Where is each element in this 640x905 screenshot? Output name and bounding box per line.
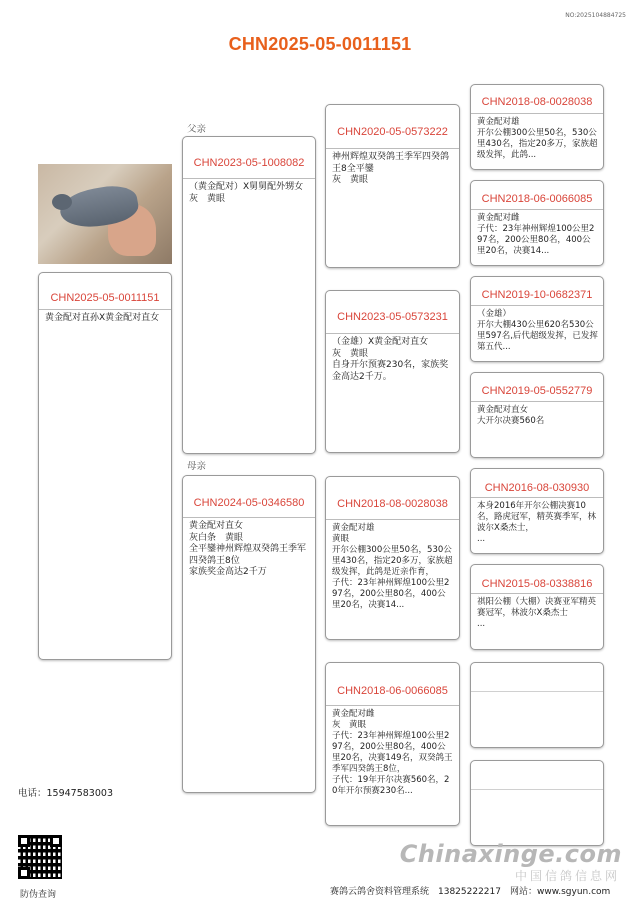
dds-ring-number	[471, 663, 603, 692]
qr-finder-top-left	[18, 835, 30, 847]
dds-info	[471, 692, 603, 695]
dsd-ring-number: CHN2015-08-0338816	[471, 565, 603, 594]
dam-sire-ring-number: CHN2018-08-0028038	[326, 477, 459, 520]
page-title: CHN2025-05-0011151	[228, 34, 412, 54]
mother-label: 母亲	[187, 461, 207, 472]
dsd-info: 祺阳公棚（大棚）决赛亚军精英赛冠军，林波尔X桑杰士 ...	[477, 597, 597, 629]
qr-finder-bottom-left	[18, 867, 30, 879]
sdd-card[interactable]	[470, 372, 604, 458]
sire-dam-card[interactable]	[325, 290, 460, 453]
phone-number: 电话：15947583003	[18, 788, 113, 799]
sds-info: （金雄） 开尔大棚430公里620名530公里597名,后代超级发挥，已发挥第五代...	[477, 309, 598, 352]
ssd-card[interactable]	[470, 180, 604, 266]
sire-sire-card[interactable]	[325, 104, 460, 268]
dam-ring-number: CHN2024-05-0346580	[183, 476, 315, 518]
dam-dam-card[interactable]	[325, 662, 460, 826]
dsd-card[interactable]	[470, 564, 604, 650]
footer-info: 赛鸽云鸽舍资料管理系统 13825222217 网站：www.sgyun.com	[330, 887, 611, 897]
ddd-card[interactable]	[470, 760, 604, 846]
ssd-info: 黄金配对雌 子代：23年神州辉煌100公里297名，200公里80名，400公里20名，决赛14...	[477, 213, 595, 256]
ddd-info	[471, 790, 603, 793]
dss-info: 本身2016年开尔公棚决赛10名，路虎冠军，精英赛季军，林波尔X桑杰士， ...	[477, 501, 597, 544]
dam-sire-card[interactable]	[325, 476, 460, 640]
sire-dam-ring-number: CHN2023-05-0573231	[326, 291, 459, 334]
dam-sire-info: 黄金配对雄 黄眼 开尔公棚300公里50名，530公里430名，指定20多万，家族超级发挥，此鸽是近亲作育， 子代：23年神州辉煌100公里297名，200公里80名，400公里20名，决赛14...	[332, 523, 453, 610]
dss-card[interactable]	[470, 468, 604, 554]
sss-card[interactable]	[470, 84, 604, 170]
father-label: 父亲	[187, 124, 207, 135]
sire-card[interactable]	[182, 136, 316, 454]
dss-ring-number: CHN2016-08-030930	[471, 469, 603, 498]
dam-dam-info: 黄金配对雌 灰 黄眼 子代：23年神州辉煌100公里297名，200公里80名，400公里20名，决赛149名，双癸鸽王季军四癸鸽王8位， 子代：19年开尔决赛560名，20年开尔预赛230名...	[332, 709, 453, 796]
dam-dam-ring-number: CHN2018-06-0066085	[326, 663, 459, 706]
sdd-ring-number: CHN2019-05-0552779	[471, 373, 603, 402]
subject-info: 黄金配对直孙X黄金配对直女	[45, 313, 160, 323]
dam-card[interactable]	[182, 475, 316, 793]
sss-info: 黄金配对雄 开尔公棚300公里50名，530公里430名，指定20多万，家族超级发挥，此鸽...	[477, 117, 598, 160]
sds-card[interactable]	[470, 276, 604, 362]
dds-card[interactable]	[470, 662, 604, 748]
sire-ring-number: CHN2023-05-1008082	[183, 137, 315, 179]
photo-pigeon-head	[52, 194, 72, 210]
sds-ring-number: CHN2019-10-0682371	[471, 277, 603, 306]
sss-ring-number: CHN2018-08-0028038	[471, 85, 603, 114]
sire-info: （黄金配对）X舅舅配外甥女 灰 黄眼	[189, 182, 304, 204]
qr-finder-top-right	[50, 835, 62, 847]
sire-sire-info: 神州辉煌双癸鸽王季军四癸鸽王8全平鑾 灰 黄眼	[332, 152, 450, 185]
sire-sire-ring-number: CHN2020-05-0573222	[326, 105, 459, 149]
ssd-ring-number: CHN2018-06-0066085	[471, 181, 603, 210]
document-number: NO:2025104884725	[565, 12, 626, 19]
subject-card[interactable]	[38, 272, 172, 660]
ddd-ring-number	[471, 761, 603, 790]
watermark-logo: Chinaxinge.com	[399, 840, 622, 868]
pigeon-photo	[38, 164, 172, 264]
dam-info: 黄金配对直女 灰白条 黄眼 全平鑾神州辉煌双癸鸽王季军四癸鸽王8位 家族奖金高达2千万	[189, 521, 307, 577]
qr-label: 防伪查询	[20, 890, 57, 900]
sdd-info: 黄金配对直女 大开尔决赛560名	[477, 405, 545, 426]
sire-dam-info: （金雄）X黄金配对直女 灰 黄眼 自身开尔预赛230名，家族奖金高达2千万。	[332, 337, 449, 382]
qr-code[interactable]	[18, 835, 62, 879]
watermark-subtitle: 中国信鸽信息网	[514, 869, 620, 883]
subject-ring-number: CHN2025-05-0011151	[39, 273, 171, 310]
